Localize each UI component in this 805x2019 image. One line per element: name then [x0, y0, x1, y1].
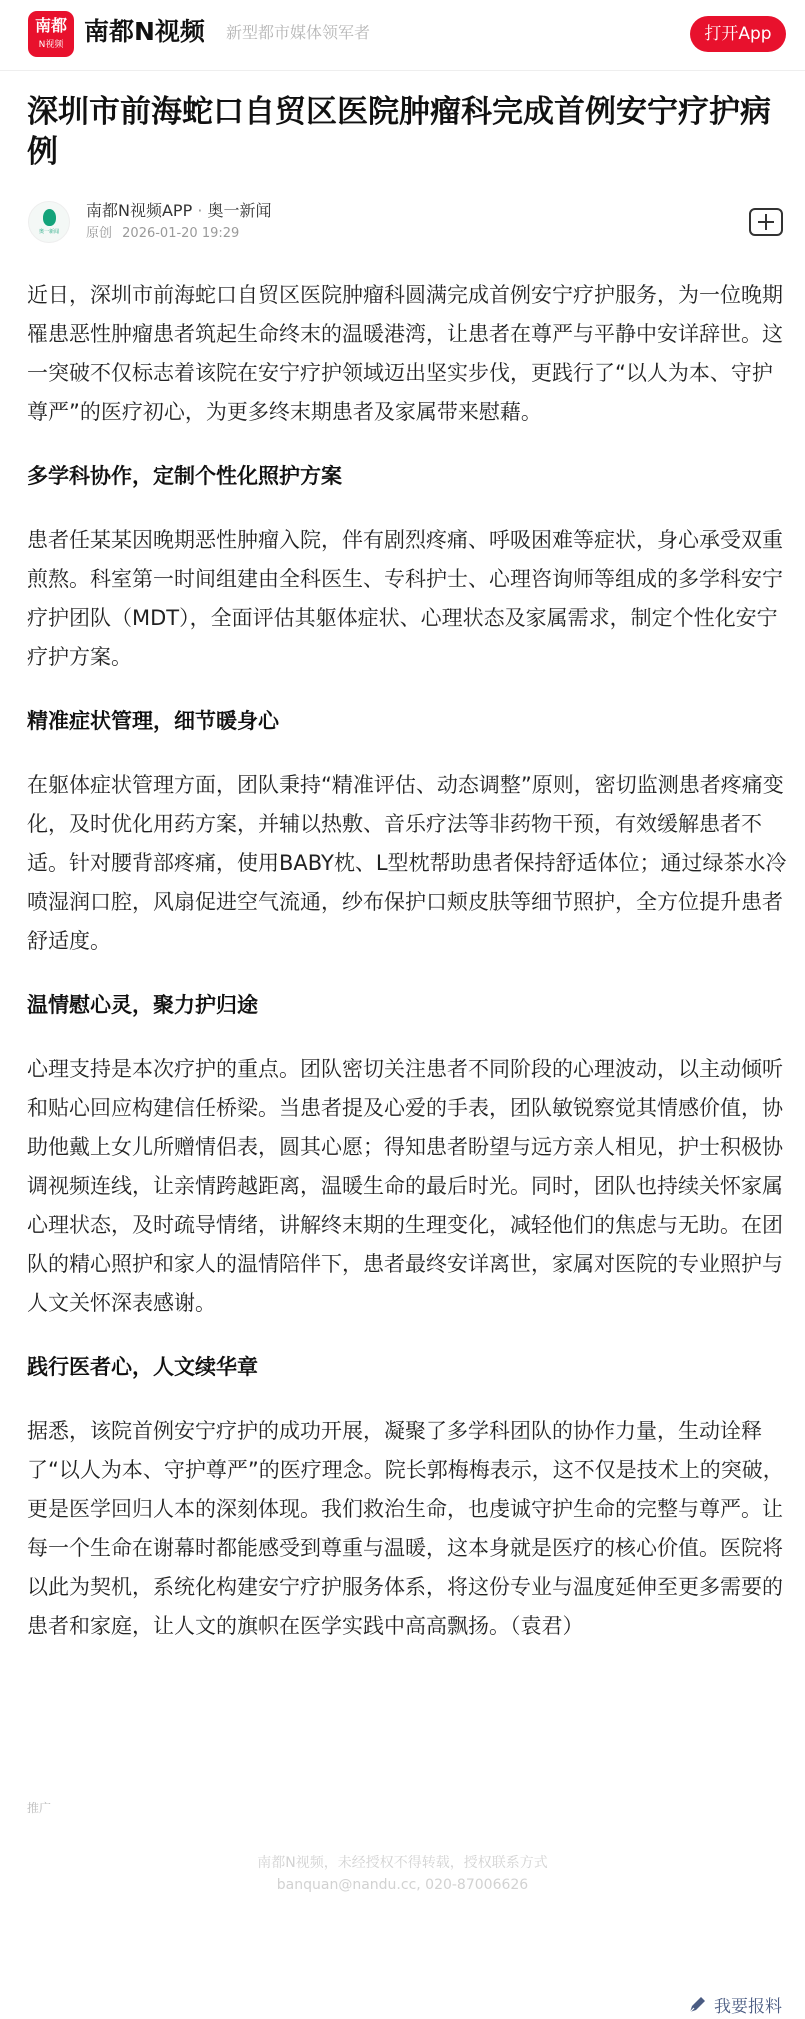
- pen-icon: [688, 1996, 706, 2014]
- avatar-caption: 奥一新闻: [38, 229, 59, 235]
- article-title: 深圳市前海蛇口自贸区医院肿瘤科完成首例安宁疗护病例: [27, 94, 771, 170]
- follow-button[interactable]: [749, 208, 783, 236]
- article-paragraph: 患者任某某因晚期恶性肿瘤入院，伴有剧烈疼痛、呼吸困难等症状，身心承受双重煎熬。科室第一时间组建由全科医生、专科护士、心理咨询师等组成的多学科安宁疗护团队（MDT），全面评估其躯体症状、心理状态及家属需求，制定个性化安宁疗护方案。: [27, 528, 783, 669]
- brand-slogan: 新型都市媒体领军者: [226, 23, 371, 42]
- article-paragraph: 在躯体症状管理方面，团队秉持“精准评估、动态调整”原则，密切监测患者疼痛变化，及时优化用药方案，并辅以热敷、音乐疗法等非药物干预，有效缓解患者不适。针对腰背部疼痛，使用BABY枕、L型枕帮助患者保持舒适体位；通过绿茶水冷喷湿润口腔，风扇促进空气流通，纱布保护口颊皮肤等细节照护，全方位提升患者舒适度。: [27, 773, 787, 953]
- author-line[interactable]: [86, 200, 272, 222]
- report-label: 我要报料: [714, 1997, 782, 2017]
- app-logo[interactable]: [28, 11, 74, 57]
- copyright-line-1: 南都N视频，未经授权不得转载，授权联系方式: [257, 1855, 548, 1871]
- copyright-contact: banquan@nandu.cc, 020-87006626: [276, 1877, 529, 1893]
- section-heading: 温情慰心灵，聚力护归途: [27, 993, 258, 1017]
- article-meta: [86, 225, 239, 243]
- author-avatar[interactable]: [28, 201, 70, 243]
- section-heading: 精准症状管理，细节暖身心: [27, 709, 279, 733]
- article-paragraph: 近日，深圳市前海蛇口自贸区医院肿瘤科圆满完成首例安宁疗护服务，为一位晚期罹患恶性肿瘤患者筑起生命终末的温暖港湾，让患者在尊严与平静中安详辞世。这一突破不仅标志着该院在安宁疗护领域迈出坚实步伐，更践行了“以人为本、守护尊严”的医疗初心，为更多终末期患者及家属带来慰藉。: [27, 283, 783, 424]
- source-name: 南都N视频APP: [86, 201, 193, 220]
- ad-label: 推广: [27, 1801, 52, 1815]
- article-body: [27, 276, 787, 1671]
- source-separator: ·: [197, 201, 203, 220]
- copyright-notice: [0, 1852, 805, 1896]
- report-news-button[interactable]: [688, 1995, 782, 2019]
- article-paragraph: 据悉，该院首例安宁疗护的成功开展，凝聚了多学科团队的协作力量，生动诠释了“以人为本、守护尊严”的医疗理念。院长郭梅梅表示，这不仅是技术上的突破，更是医学回归人本的深刻体现。我们救治生命，也虔诚守护生命的完整与尊严。让每一个生命在谢幕时都能感受到尊重与温暖，这本身就是医疗的核心价值。医院将以此为契机，系统化构建安宁疗护服务体系，将这份专业与温度延伸至更多需要的患者和家庭，让人文的旗帜在医学实践中高高飘扬。（袁君）: [27, 1419, 784, 1638]
- author-name: 奥一新闻: [207, 201, 272, 220]
- original-label: 原创: [86, 226, 113, 241]
- logo-text-sub: N视频: [38, 40, 64, 50]
- open-app-button[interactable]: 打开App: [690, 16, 786, 52]
- publish-datetime: 2026-01-20 19:29: [122, 226, 240, 241]
- top-bar: [0, 0, 805, 71]
- logo-text-main: 南都: [34, 16, 67, 35]
- article-paragraph: 心理支持是本次疗护的重点。团队密切关注患者不同阶段的心理波动，以主动倾听和贴心回应构建信任桥梁。当患者提及心爱的手表，团队敏锐察觉其情感价值，协助他戴上女儿所赠情侣表，圆其心愿；得知患者盼望与远方亲人相见，护士积极协调视频连线，让亲情跨越距离，温暖生命的最后时光。同时，团队也持续关怀家属心理状态，及时疏导情绪，讲解终末期的生理变化，减轻他们的焦虑与无助。在团队的精心照护和家人的温情陪伴下，患者最终安详离世，家属对医院的专业照护与人文关怀深表感谢。: [27, 1057, 783, 1315]
- author-logo-icon: [43, 209, 56, 226]
- brand-name: 南都N视频: [84, 17, 205, 46]
- section-heading: 践行医者心，人文续华章: [27, 1355, 258, 1379]
- section-heading: 多学科协作，定制个性化照护方案: [27, 464, 342, 488]
